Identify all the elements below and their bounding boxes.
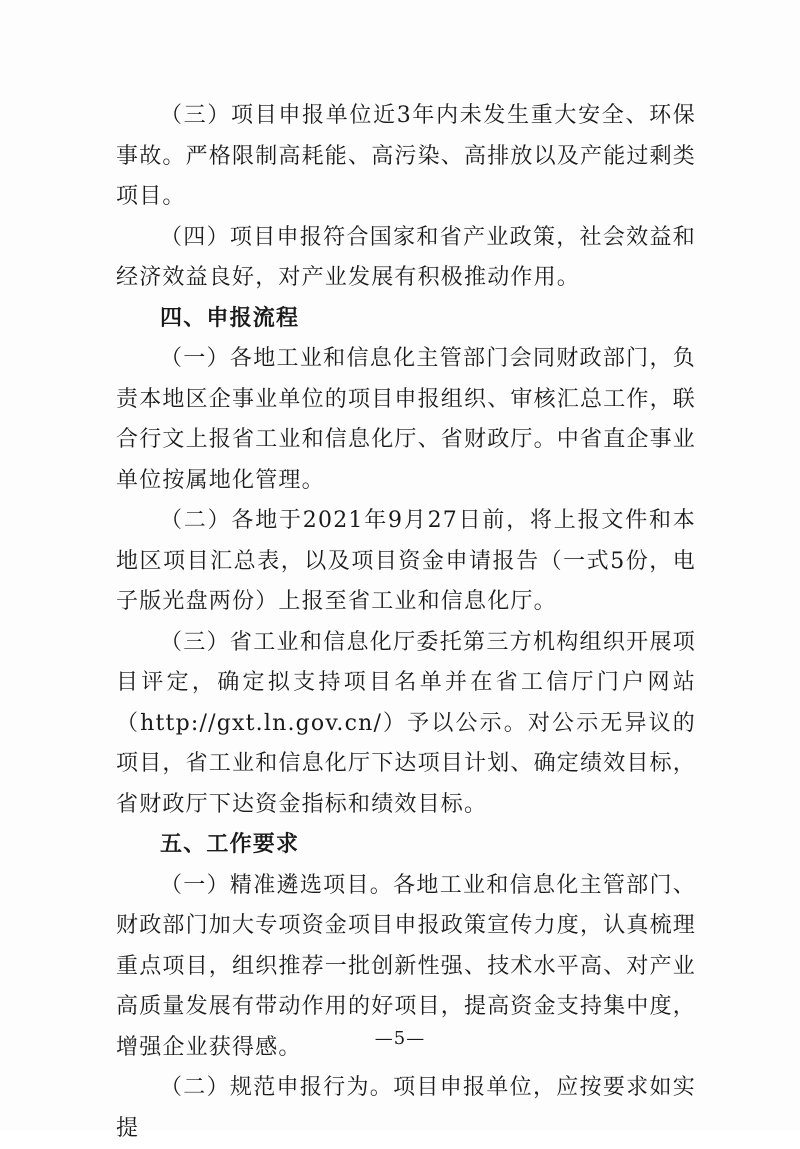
page-number: —5— — [374, 1028, 426, 1049]
paragraph-requirement-1: （一）精准遴选项目。各地工业和信息化主管部门、财政部门加大专项资金项目申报政策宣传力度，认真梳理重点项目，组织推荐一批创新性强、技术水平高、对产业高质量发展有带动作用的好项目，提高资金支持集中度，增强企业获得感。 — [116, 872, 697, 1060]
document-body — [116, 96, 696, 1149]
section-heading-application-process: 四、申报流程 — [160, 305, 300, 331]
paragraph-process-step-3: （三）省工业和信息化厅委托第三方机构组织开展项目评定，确定拟支持项目名单并在省工信厅门户网站（http://gxt.ln.gov.cn/）予以公示。对公示无异议的项目，省工业和信息化厅下达项目计划、确定绩效目标，省财政厅下达资金指标和绩效目标。 — [116, 629, 697, 817]
paragraph-process-step-2: （二）各地于2021年9月27日前，将上报文件和本地区项目汇总表，以及项目资金申请报告（一式5份，电子版光盘两份）上报至省工业和信息化厅。 — [116, 508, 696, 614]
paragraph-process-step-1: （一）各地工业和信息化主管部门会同财政部门，负责本地区企事业单位的项目申报组织、审核汇总工作，联合行文上报省工业和信息化厅、省财政厅。中省直企事业单位按属地化管理。 — [116, 346, 697, 493]
paragraph-requirement-2: （二）规范申报行为。项目申报单位，应按要求如实提 — [116, 1075, 696, 1141]
section-heading-work-requirements: 五、工作要求 — [160, 832, 300, 857]
paragraph-policy-compliance: （四）项目申报符合国家和省产业政策，社会效益和经济效益良好，对产业发展有积极推动作用。 — [116, 224, 696, 290]
paragraph-safety-requirement: （三）项目申报单位近3年内未发生重大安全、环保事故。严格限制高耗能、高污染、高排放以及产能过剩类项目。 — [116, 103, 697, 209]
